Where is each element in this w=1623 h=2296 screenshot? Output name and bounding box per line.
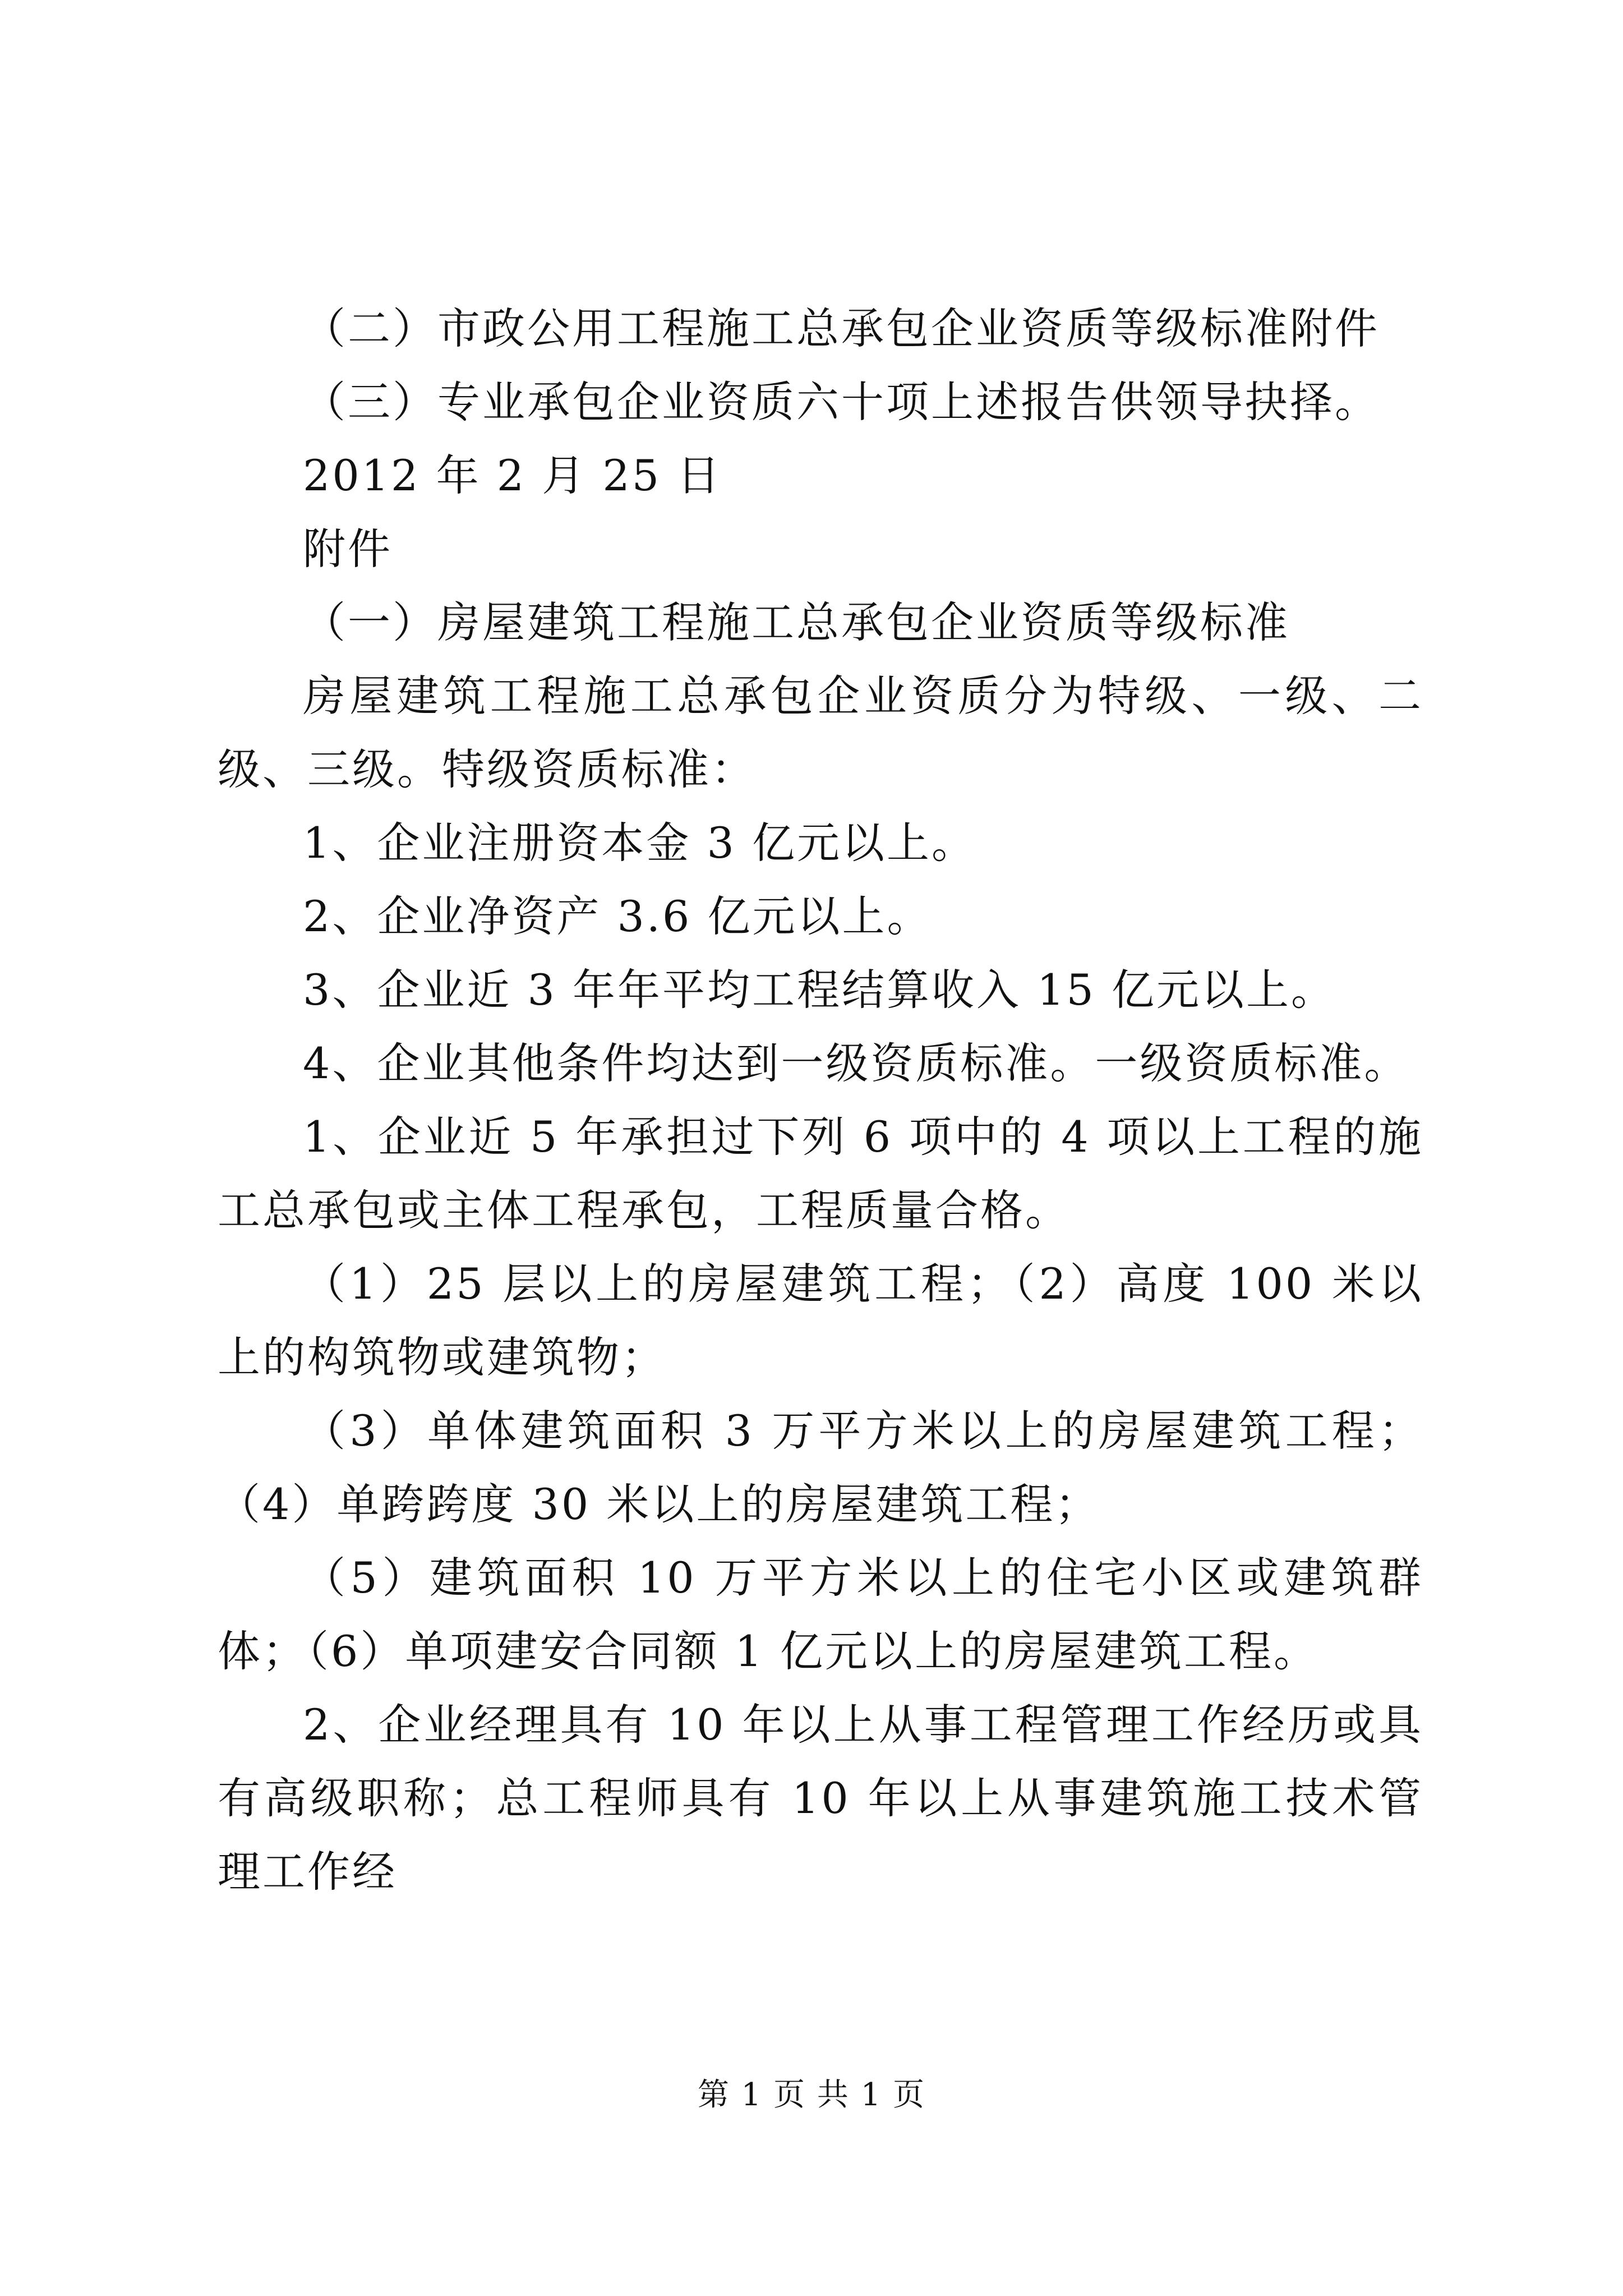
paragraph-qualification-levels: 房屋建筑工程施工总承包企业资质分为特级、一级、二级、三级。特级资质标准：	[218, 671, 1423, 794]
paragraph-item-3: 3、企业近 3 年年平均工程结算收入 15 亿元以上。	[303, 965, 1336, 1015]
paragraph-subitems-1-2: （1）25 层以上的房屋建筑工程；（2）高度 100 米以上的构筑物或建筑物；	[218, 1259, 1423, 1382]
paragraph-attachment-3: （三）专业承包企业资质六十项上述报告供领导抉择。	[303, 377, 1380, 427]
document-body	[218, 292, 1423, 1908]
paragraph-item-1: 1、企业注册资本金 3 亿元以上。	[303, 818, 977, 868]
paragraph-date: 2012 年 2 月 25 日	[303, 450, 722, 500]
paragraph-subitems-5-6: （5）建筑面积 10 万平方米以上的住宅小区或建筑群体；（6）单项建安合同额 1 亿元以上的房屋建筑工程。	[218, 1553, 1423, 1676]
paragraph-attachment-2: （二）市政公用工程施工总承包企业资质等级标准附件	[303, 303, 1380, 353]
paragraph-attachment-heading: 附件	[303, 524, 393, 574]
paragraph-level1-item-1: 1、企业近 5 年承担过下列 6 项中的 4 项以上工程的施工总承包或主体工程承包，工程质量合格。	[218, 1112, 1423, 1235]
paragraph-item-4: 4、企业其他条件均达到一级资质标准。一级资质标准。	[303, 1038, 1409, 1088]
page-footer: 第 1 页 共 1 页	[697, 2077, 926, 2113]
paragraph-level1-item-2: 2、企业经理具有 10 年以上从事工程管理工作经历或具有高级职称；总工程师具有 10 年以上从事建筑施工技术管理工作经	[218, 1700, 1423, 1897]
paragraph-item-2: 2、企业净资产 3.6 亿元以上。	[303, 891, 932, 941]
paragraph-section-1-title: （一）房屋建筑工程施工总承包企业资质等级标准	[303, 597, 1290, 647]
paragraph-subitems-3-4: （3）单体建筑面积 3 万平方米以上的房屋建筑工程；（4）单跨跨度 30 米以上的房屋建筑工程；	[218, 1406, 1423, 1529]
